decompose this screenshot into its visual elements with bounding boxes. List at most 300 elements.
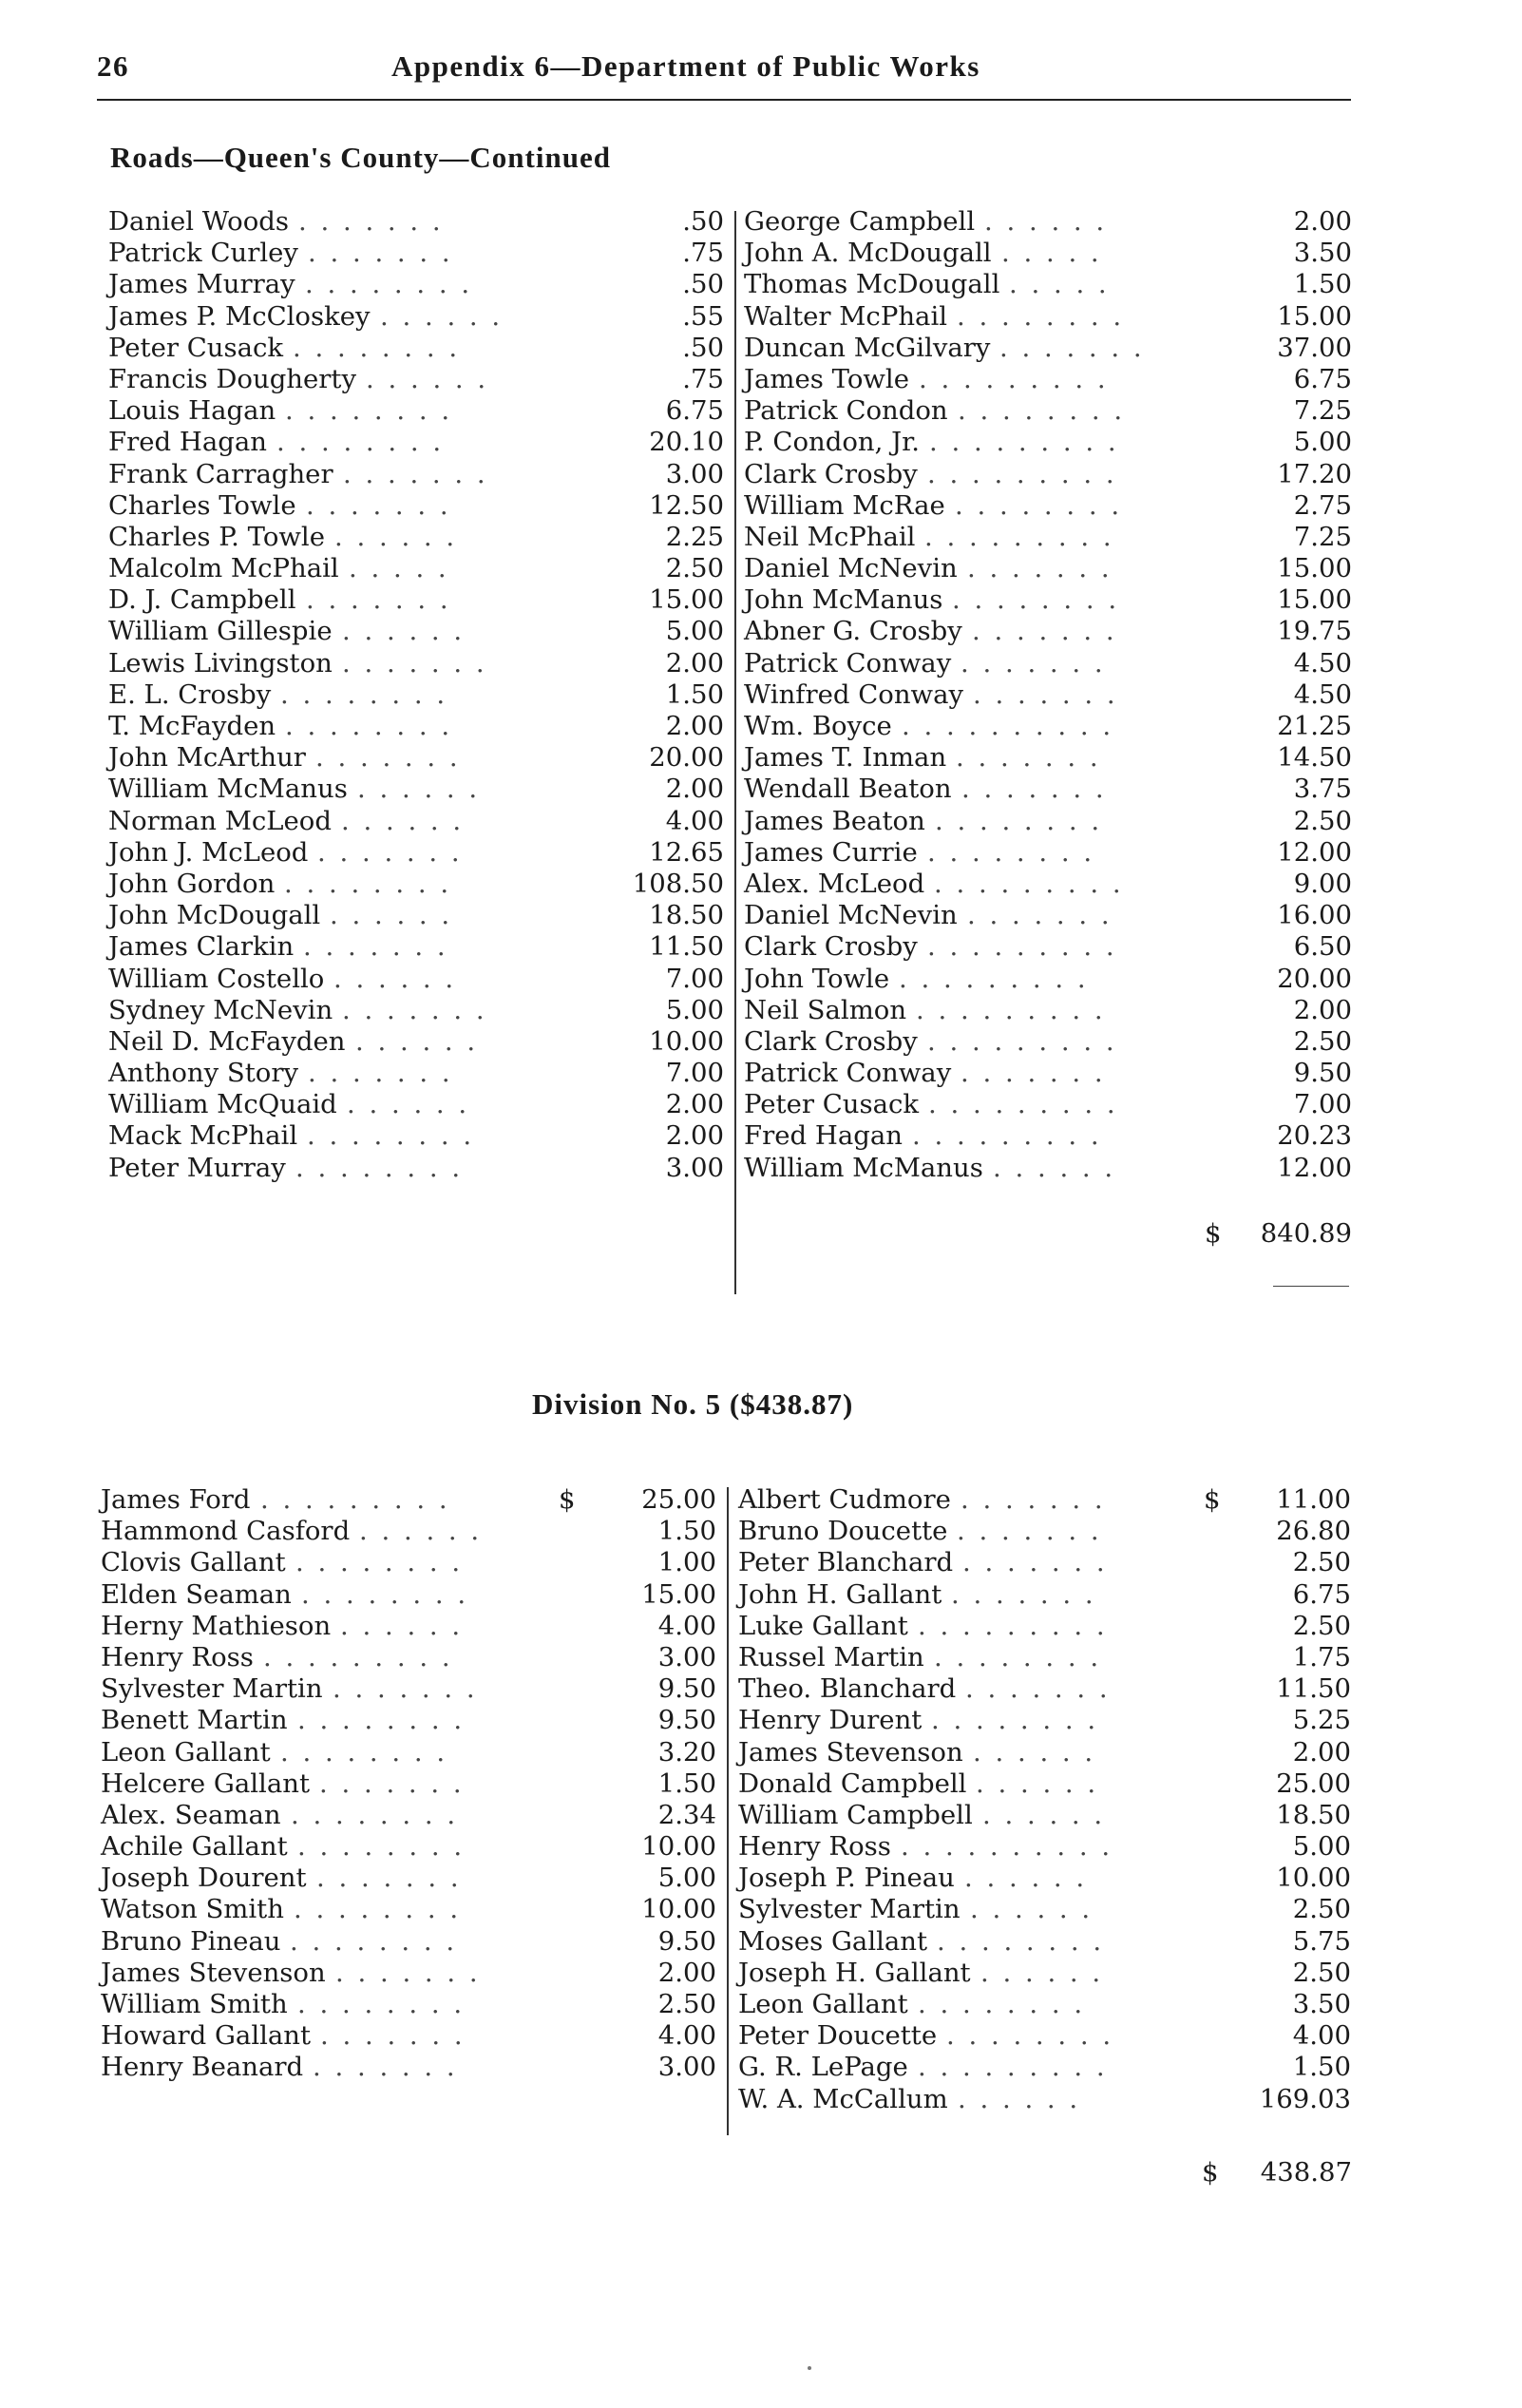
- ledger-row: [744, 806, 1352, 837]
- payment-amount: 4.00: [657, 1610, 716, 1641]
- leader-dots: . . . . . . .: [951, 1578, 1096, 1610]
- leader-dots: . . . . . . . .: [957, 300, 1125, 332]
- ledger-row: [738, 1737, 1351, 1768]
- payee-name: Peter Murray: [108, 1152, 286, 1183]
- payee-name: Henry Ross: [101, 1641, 254, 1672]
- ledger-row: [108, 238, 724, 269]
- leader-dots: . . . . . . . .: [952, 584, 1120, 616]
- payee-name: John McDougall: [108, 900, 321, 931]
- payment-amount: 7.25: [1293, 521, 1352, 552]
- payment-amount: 5.00: [665, 994, 724, 1025]
- leader-dots: . . . . . . . .: [285, 395, 453, 427]
- payment-amount: 6.50: [1293, 931, 1352, 963]
- payment-amount: 11.50: [1276, 1673, 1351, 1705]
- ledger-row: [108, 964, 724, 995]
- payment-amount: 10.00: [641, 1831, 716, 1863]
- payment-amount: 10.00: [1276, 1863, 1351, 1894]
- payment-amount: 2.25: [665, 521, 724, 552]
- leader-dots: . . . . . .: [333, 963, 457, 994]
- payee-name: Thomas McDougall: [744, 269, 1000, 300]
- leader-dots: . . . . . . . .: [946, 2020, 1114, 2052]
- ledger-row: [108, 206, 724, 238]
- leader-dots: . . . . .: [1001, 238, 1102, 269]
- payee-name: John Towle: [744, 963, 890, 994]
- leader-dots: . . . . . . . . .: [919, 363, 1109, 394]
- leader-dots: . . . . . . . .: [295, 1152, 464, 1183]
- payee-name: Wm. Boyce: [744, 711, 892, 741]
- leader-dots: . . . . . . . . . .: [902, 711, 1114, 741]
- leader-dots: . . . . . . . .: [280, 1736, 448, 1768]
- ledger-row: [108, 900, 724, 931]
- leader-dots: . . . . . . . .: [291, 1799, 459, 1830]
- leader-dots: . . . . . . . .: [297, 1831, 466, 1863]
- payee-name: Henry Ross: [738, 1831, 891, 1863]
- leader-dots: . . . . . . . .: [937, 1925, 1105, 1957]
- leader-dots: . . . . . . . .: [305, 269, 473, 300]
- ledger-row: [744, 995, 1352, 1026]
- payment-amount: 2.75: [1293, 489, 1352, 521]
- payment-amount: 37.00: [1277, 332, 1352, 363]
- ledger-row: [738, 1863, 1351, 1894]
- payment-amount: 6.75: [1292, 1578, 1351, 1610]
- ledger-row: [744, 206, 1352, 238]
- total-amount: 840.89: [1260, 1218, 1352, 1249]
- payment-amount: 2.00: [657, 1957, 716, 1988]
- ledger-row: [738, 1547, 1351, 1578]
- leader-dots: . . . . . . .: [967, 900, 1113, 931]
- ledger-row: [738, 1611, 1351, 1642]
- payee-name: John McManus: [744, 584, 943, 616]
- leader-dots: . . . . . . .: [306, 584, 451, 616]
- payment-amount: 1.50: [1292, 2052, 1351, 2083]
- leader-dots: . . . . . . .: [962, 1547, 1108, 1578]
- leader-dots: . . . . . . . .: [955, 489, 1123, 521]
- leader-dots: . . . . . . . .: [280, 678, 448, 710]
- payment-amount: .55: [682, 300, 724, 332]
- leader-dots: . . . . . . .: [308, 238, 453, 269]
- payee-name: James Towle: [744, 363, 909, 394]
- leader-dots: . . . . . .: [359, 1516, 483, 1547]
- leader-dots: . . . . . .: [976, 1768, 1099, 1799]
- continued-left-column: [108, 206, 724, 1184]
- ledger-row: [744, 364, 1352, 395]
- payment-amount: 26.80: [1276, 1516, 1351, 1547]
- payee-name: Anthony Story: [108, 1058, 299, 1089]
- payment-amount: 9.50: [657, 1673, 716, 1705]
- payment-amount: 25.00: [1276, 1768, 1351, 1799]
- payment-amount: 4.00: [665, 805, 724, 836]
- payee-name: Patrick Curley: [108, 238, 298, 269]
- payment-amount: 2.00: [665, 647, 724, 678]
- ledger-row: [744, 238, 1352, 269]
- payee-name: James Stevenson: [738, 1736, 963, 1768]
- payee-name: Charles Towle: [108, 489, 296, 521]
- payment-amount: 1.50: [1293, 269, 1352, 300]
- payment-amount: 3.00: [665, 1152, 724, 1183]
- ledger-row: [744, 1120, 1352, 1152]
- payment-amount: 19.75: [1277, 616, 1352, 647]
- payment-amount: 5.25: [1292, 1705, 1351, 1736]
- leader-dots: . . . . . . . . .: [260, 1484, 450, 1515]
- ledger-row: [108, 553, 724, 584]
- division-right-column: [738, 1484, 1351, 2115]
- payment-amount: .50: [682, 206, 724, 237]
- ledger-row: [101, 1894, 716, 1925]
- payment-amount: 2.50: [665, 553, 724, 584]
- payee-name: Watson Smith: [101, 1894, 284, 1925]
- payment-amount: 2.00: [1293, 206, 1352, 237]
- ledger-row: [108, 806, 724, 837]
- leader-dots: . . . . .: [349, 553, 449, 584]
- payee-name: James Murray: [108, 269, 295, 300]
- ledger-row: [108, 648, 724, 679]
- ledger-row: [738, 2052, 1351, 2083]
- payee-name: Daniel McNevin: [744, 900, 958, 931]
- leader-dots: . . . . . .: [964, 1863, 1088, 1894]
- payee-name: Herny Mathieson: [101, 1610, 332, 1641]
- payment-amount: 6.75: [665, 395, 724, 427]
- payment-amount: 4.50: [1293, 678, 1352, 710]
- payee-name: Sylvester Martin: [101, 1673, 323, 1705]
- leader-dots: . . . . . . . . .: [928, 1089, 1118, 1120]
- payee-name: Albert Cudmore: [738, 1484, 951, 1515]
- leader-dots: . . . . . . .: [303, 931, 448, 963]
- ledger-row: [108, 459, 724, 490]
- ledger-row: [738, 2084, 1351, 2115]
- ledger-row: [744, 711, 1352, 742]
- payment-amount: 20.23: [1277, 1120, 1352, 1152]
- payee-name: James Clarkin: [108, 931, 295, 963]
- leader-dots: . . . . . . .: [306, 489, 451, 521]
- leader-dots: . . . . . . .: [957, 1516, 1102, 1547]
- payee-name: Elden Seaman: [101, 1578, 292, 1610]
- ledger-row: [744, 1026, 1352, 1058]
- payee-name: Fred Hagan: [108, 427, 267, 458]
- ledger-row: [108, 679, 724, 711]
- leader-dots: . . . . . . .: [319, 1768, 465, 1799]
- leader-dots: . . . . . . .: [320, 2020, 466, 2052]
- payee-name: Peter Blanchard: [738, 1547, 954, 1578]
- leader-dots: . . . . . . . . .: [263, 1641, 453, 1672]
- leader-dots: . . . . . . . .: [293, 332, 461, 363]
- ledger-row: [101, 1926, 716, 1958]
- payee-name: E. L. Crosby: [108, 678, 272, 710]
- payee-name: Benett Martin: [101, 1705, 288, 1736]
- payee-name: Abner G. Crosby: [744, 616, 962, 647]
- payment-amount: 2.00: [665, 1120, 724, 1152]
- payment-amount: 10.00: [641, 1894, 716, 1925]
- leader-dots: . . . . . . .: [972, 616, 1117, 647]
- payment-amount: 11.00: [1276, 1484, 1351, 1515]
- leader-dots: . . . . . . . . .: [899, 963, 1089, 994]
- payment-amount: .50: [682, 269, 724, 300]
- payee-name: Theo. Blanchard: [738, 1673, 957, 1705]
- payee-name: James P. McCloskey: [108, 300, 371, 332]
- payment-amount: 3.50: [1293, 238, 1352, 269]
- leader-dots: . . . . . . .: [335, 1957, 481, 1988]
- ledger-row: [108, 931, 724, 963]
- payment-amount: 12.00: [1277, 1152, 1352, 1183]
- leader-dots: . . . . . . . . .: [927, 458, 1117, 489]
- payment-amount: 2.00: [1293, 994, 1352, 1025]
- ledger-row: [108, 333, 724, 364]
- payee-name: Henry Durent: [738, 1705, 923, 1736]
- payment-amount: 12.50: [649, 489, 724, 521]
- payment-amount: 2.50: [1293, 1025, 1352, 1057]
- payment-amount: 20.00: [649, 742, 724, 774]
- ledger-row: [101, 1547, 716, 1578]
- leader-dots: . . . . . .: [355, 1025, 479, 1057]
- ledger-row: [101, 2020, 716, 2052]
- payee-name: Norman McLeod: [108, 805, 332, 836]
- ledger-row: [738, 1768, 1351, 1800]
- payee-name: Clark Crosby: [744, 931, 918, 963]
- leader-dots: . . . . . . .: [973, 678, 1118, 710]
- leader-dots: . . . . . . .: [965, 1673, 1111, 1705]
- payment-amount: 18.50: [1276, 1799, 1351, 1830]
- leader-dots: . . . . . . . .: [927, 836, 1095, 868]
- ledger-row: [744, 553, 1352, 584]
- leader-dots: . . . . . .: [984, 206, 1108, 237]
- ledger-row: [101, 1611, 716, 1642]
- leader-dots: . . . . . . . . .: [918, 2052, 1108, 2083]
- leader-dots: . . . . . . .: [961, 1484, 1106, 1515]
- payee-name: Peter Cusack: [108, 332, 284, 363]
- leader-dots: . . . . . . . .: [934, 1641, 1102, 1672]
- payee-name: William McQuaid: [108, 1089, 337, 1120]
- payee-name: William Gillespie: [108, 616, 333, 647]
- payment-amount: 9.00: [1293, 868, 1352, 899]
- payee-name: George Campbell: [744, 206, 976, 237]
- payee-name: Alex. Seaman: [101, 1799, 281, 1830]
- leader-dots: . . . . . .: [366, 363, 489, 394]
- payee-name: Daniel McNevin: [744, 553, 958, 584]
- payment-amount: 16.00: [1277, 900, 1352, 931]
- ledger-row: [108, 301, 724, 333]
- total-amount: 438.87: [1260, 2157, 1352, 2188]
- ledger-row: [108, 1058, 724, 1089]
- payment-amount: 169.03: [1259, 2083, 1351, 2114]
- division-left-column: [101, 1484, 716, 2084]
- payee-name: John A. McDougall: [744, 238, 992, 269]
- payment-amount: 4.00: [657, 2020, 716, 2052]
- ledger-row: [744, 427, 1352, 458]
- payment-amount: 12.65: [649, 836, 724, 868]
- payment-amount: 15.00: [649, 584, 724, 616]
- payment-amount: 18.50: [649, 900, 724, 931]
- payment-amount: 2.50: [1293, 805, 1352, 836]
- leader-dots: . . . . . . .: [956, 742, 1101, 774]
- payment-amount: 9.50: [657, 1705, 716, 1736]
- payee-name: James Stevenson: [101, 1957, 326, 1988]
- payee-name: Hammond Casford: [101, 1516, 351, 1547]
- payee-name: John H. Gallant: [738, 1578, 942, 1610]
- payee-name: Sylvester Martin: [738, 1894, 961, 1925]
- ledger-row: [744, 774, 1352, 805]
- payee-name: William Smith: [101, 1989, 288, 2019]
- ledger-row: [101, 1958, 716, 1989]
- leader-dots: . . . . . . . . .: [924, 521, 1114, 552]
- ledger-row: [744, 648, 1352, 679]
- ledger-row: [108, 427, 724, 458]
- payee-name: Joseph H. Gallant: [738, 1957, 971, 1988]
- payment-amount: 15.00: [1277, 584, 1352, 616]
- leader-dots: . . . . . .: [340, 1610, 464, 1641]
- payee-name: Luke Gallant: [738, 1610, 908, 1641]
- ledger-row: [108, 711, 724, 742]
- leader-dots: . . . . . . . .: [931, 1705, 1099, 1736]
- payment-amount: 5.00: [1293, 427, 1352, 458]
- ledger-row: [738, 1673, 1351, 1705]
- leader-dots: . . . . . . . . .: [912, 1120, 1102, 1152]
- ledger-row: [738, 1705, 1351, 1736]
- ledger-row: [108, 1120, 724, 1152]
- payment-amount: 25.00: [641, 1484, 716, 1515]
- leader-dots: . . . . . . . . . .: [901, 1831, 1113, 1863]
- leader-dots: . . . . . . . . .: [929, 427, 1119, 458]
- ledger-row: [101, 1673, 716, 1705]
- leader-dots: . . . . . . .: [308, 1058, 453, 1089]
- payee-name: Helcere Gallant: [101, 1768, 310, 1799]
- section-title: Roads—Queen's County—Continued: [110, 141, 611, 174]
- payment-amount: 3.00: [657, 2052, 716, 2083]
- leader-dots: . . . . . . .: [342, 647, 487, 678]
- leader-dots: . . . . . . .: [343, 458, 488, 489]
- ledger-row: [101, 1831, 716, 1863]
- payee-name: Joseph Dourent: [101, 1863, 307, 1894]
- payee-name: William Costello: [108, 963, 325, 994]
- leader-dots: . . . . . . .: [317, 836, 463, 868]
- payee-name: William McManus: [744, 1152, 983, 1183]
- leader-dots: . . . . . . .: [313, 2052, 458, 2083]
- ledger-row: [744, 679, 1352, 711]
- payment-amount: 2.34: [657, 1799, 716, 1830]
- leader-dots: . . . . . . .: [342, 994, 487, 1025]
- ledger-row: [744, 459, 1352, 490]
- payee-name: Sydney McNevin: [108, 994, 333, 1025]
- payment-amount: 2.50: [657, 1989, 716, 2019]
- payee-name: William McManus: [108, 774, 348, 805]
- payment-amount: 1.50: [657, 1768, 716, 1799]
- payment-amount: 15.00: [1277, 553, 1352, 584]
- leader-dots: . . . . . . .: [961, 774, 1107, 805]
- payee-name: James Currie: [744, 836, 918, 868]
- leader-dots: . . . . . . . .: [285, 711, 453, 741]
- payee-name: Charles P. Towle: [108, 521, 326, 552]
- payee-name: Clovis Gallant: [101, 1547, 286, 1578]
- leader-dots: . . . . . .: [958, 2083, 1081, 2114]
- payee-name: Francis Dougherty: [108, 363, 357, 394]
- payee-name: G. R. LePage: [738, 2052, 908, 2083]
- ledger-row: [108, 774, 724, 805]
- ledger-row: [101, 2052, 716, 2083]
- column-divider: [734, 211, 736, 1294]
- ledger-row: [738, 1484, 1351, 1516]
- leader-dots: . . . . . .: [970, 1894, 1094, 1925]
- payee-name: Leon Gallant: [738, 1989, 908, 2019]
- payee-name: Howard Gallant: [101, 2020, 312, 2052]
- payment-amount: 2.50: [1292, 1957, 1351, 1988]
- payee-name: Bruno Pineau: [101, 1925, 281, 1957]
- leader-dots: . . . . . . .: [333, 1673, 478, 1705]
- payment-amount: 20.10: [649, 427, 724, 458]
- leader-dots: . . . . . . . .: [297, 1989, 466, 2019]
- payment-amount: 15.00: [1277, 300, 1352, 332]
- leader-dots: . . . . . .: [330, 900, 453, 931]
- leader-dots: . . . . . . . .: [935, 805, 1103, 836]
- ledger-row: [738, 2020, 1351, 2052]
- ledger-row: [108, 395, 724, 427]
- leader-dots: . . . . . .: [982, 1799, 1106, 1830]
- ledger-row: [744, 301, 1352, 333]
- ledger-row: [108, 995, 724, 1026]
- ledger-row: [108, 522, 724, 553]
- payee-name: Alex. McLeod: [744, 868, 925, 899]
- payment-amount: 11.50: [649, 931, 724, 963]
- payment-amount: 3.20: [657, 1736, 716, 1768]
- total-currency: $: [1202, 2157, 1219, 2188]
- page-number: 26: [97, 49, 129, 83]
- leader-dots: . . . . . . . . .: [916, 994, 1106, 1025]
- payment-amount: 4.00: [1292, 2020, 1351, 2052]
- ledger-row: [108, 364, 724, 395]
- leader-dots: . . . . . . . .: [276, 427, 445, 458]
- payee-name: Peter Doucette: [738, 2020, 938, 2052]
- leader-dots: . . . . . . . .: [307, 1120, 475, 1152]
- column-divider: [727, 1487, 729, 2135]
- ledger-row: [738, 1800, 1351, 1831]
- continued-right-column: [744, 206, 1352, 1184]
- ledger-row: [744, 490, 1352, 522]
- ledger-row: [744, 1089, 1352, 1120]
- leader-dots: . . . . . . . . .: [927, 1025, 1117, 1057]
- ledger-row: [744, 742, 1352, 774]
- payee-name: Mack McPhail: [108, 1120, 298, 1152]
- leader-dots: . . . . . . . .: [301, 1578, 469, 1610]
- payee-name: Leon Gallant: [101, 1736, 271, 1768]
- leader-dots: . . . . . . . .: [284, 868, 452, 899]
- payee-name: James T. Inman: [744, 742, 947, 774]
- payee-name: Neil Salmon: [744, 994, 907, 1025]
- payee-name: Peter Cusack: [744, 1089, 920, 1120]
- payee-name: Duncan McGilvary: [744, 332, 991, 363]
- payment-amount: 3.50: [1292, 1989, 1351, 2019]
- payee-name: Neil McPhail: [744, 521, 916, 552]
- header-rule: [97, 99, 1351, 101]
- ledger-row: [108, 869, 724, 900]
- ledger-row: [108, 837, 724, 869]
- payment-amount: 2.00: [1292, 1736, 1351, 1768]
- payee-name: T. McFayden: [108, 711, 276, 741]
- ledger-row: [738, 1989, 1351, 2020]
- payee-name: William McRae: [744, 489, 945, 521]
- ledger-row: [101, 1800, 716, 1831]
- ledger-row: [108, 1026, 724, 1058]
- payment-amount: 3.75: [1293, 774, 1352, 805]
- payment-amount: 2.50: [1292, 1610, 1351, 1641]
- payment-amount: 15.00: [641, 1578, 716, 1610]
- payment-amount: 5.00: [1292, 1831, 1351, 1863]
- payment-amount: 2.50: [1292, 1547, 1351, 1578]
- ledger-row: [738, 1642, 1351, 1673]
- payment-amount: 5.75: [1292, 1925, 1351, 1957]
- leader-dots: . . . . . . .: [298, 206, 444, 237]
- payee-name: John J. McLeod: [108, 836, 309, 868]
- payment-amount: 2.00: [665, 1089, 724, 1120]
- ledger-row: [101, 1642, 716, 1673]
- payee-name: Fred Hagan: [744, 1120, 903, 1152]
- ledger-row: [738, 1926, 1351, 1958]
